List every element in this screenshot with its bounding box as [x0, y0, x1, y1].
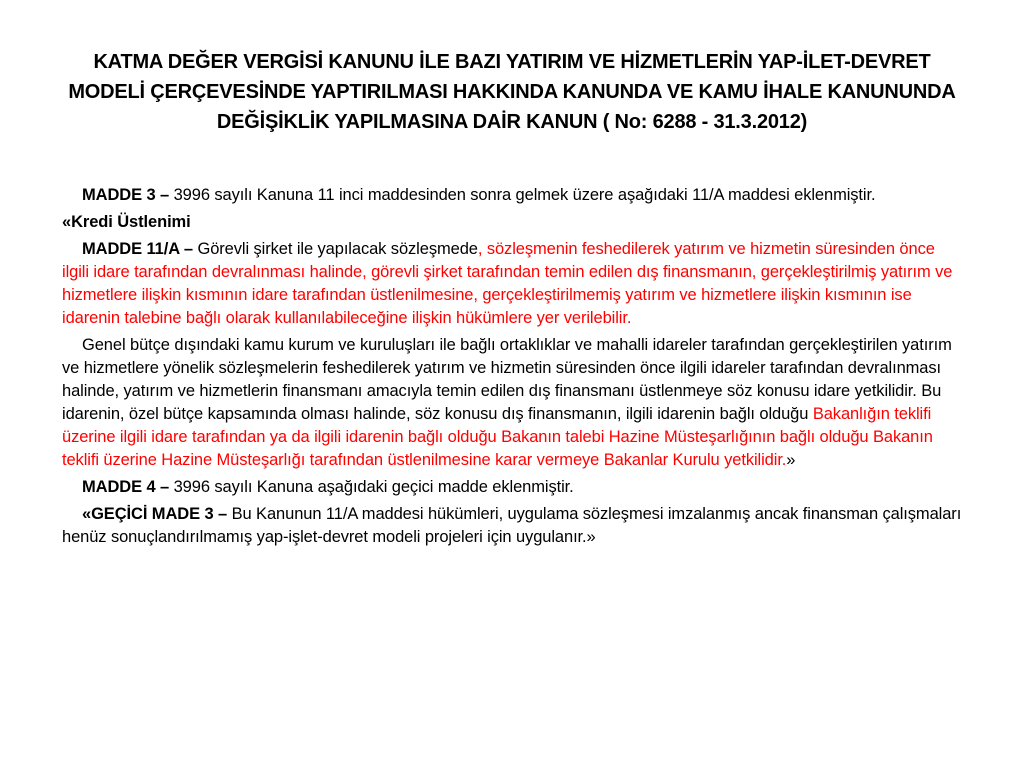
genel-butce-red-text: Bakanlığın teklifi üzerine ilgili idare tarafından ya da ilgili idarenin bağlı olduğu Bakanın talebi Hazine Müsteşarlığının bağlı olduğu Bakanın teklifi üzerine Hazine Müsteşarlığı tarafından üstlenilmesine karar vermeye Bakanlar Kurulu yetkilidir. — [62, 405, 933, 469]
madde-11a-label: MADDE 11/A – — [82, 240, 193, 258]
madde-11a-red-text: , sözleşmenin feshedilerek yatırım ve hizmetin süresinden önce ilgili idare tarafından devralınması halinde, görevli şirket tarafından temin edilen dış finansmanın, gerçekleştirilmiş yatırım ve hizmetlere ilişkin kısmının idare tarafından üstlenilmesine, gerçekleştirilmemiş yatırım ve hizmetlere ilişkin kısmının ise idarenin talebine bağlı olarak kullanılabileceğine ilişkin hükümlere yer verilebilir. — [62, 240, 953, 327]
kredi-ustlenimi-heading: «Kredi Üstlenimi — [62, 213, 191, 231]
genel-butce-end: » — [786, 451, 796, 469]
madde-11a-text: Görevli şirket ile yapılacak sözleşmede — [192, 240, 478, 258]
madde-4-label: MADDE 4 – — [82, 478, 170, 496]
paragraph-madde-11a — [62, 238, 962, 330]
paragraph-gecici-made-3 — [62, 503, 962, 549]
slide-title: KATMA DEĞER VERGİSİ KANUNU İLE BAZI YATIRIM VE HİZMETLERİN YAP-İLET-DEVRET MODELİ ÇERÇEVESİNDE YAPTIRILMASI HAKKINDA KANUNDA VE KAMU İHALE KANUNUNDA DEĞİŞİKLİK YAPILMASINA DAİR KANUN ( No: 6288 - 31.3.2012) — [68, 51, 956, 133]
paragraph-kredi-ustlenimi — [62, 211, 962, 234]
slide-body — [62, 184, 962, 549]
paragraph-genel-butce — [62, 334, 962, 472]
gecici-made-3-text: Bu Kanunun 11/A maddesi hükümleri, uygulama sözleşmesi imzalanmış ancak finansman çalışmaları henüz sonuçlandırılmamış yap-işlet-devret modeli projeleri için uygulanır.» — [62, 505, 962, 546]
gecici-made-3-label: «GEÇİCİ MADE 3 – — [82, 505, 228, 523]
madde-4-text: 3996 sayılı Kanuna aşağıdaki geçici madde eklenmiştir. — [169, 478, 574, 496]
madde-3-text: 3996 sayılı Kanuna 11 inci maddesinden sonra gelmek üzere aşağıdaki 11/A maddesi eklenmiştir. — [169, 186, 876, 204]
genel-butce-text: Genel bütçe dışındaki kamu kurum ve kuruluşları ile bağlı ortaklıklar ve mahalli idareler tarafından gerçekleştirilen yatırım ve hizmetlere yönelik sözleşmelerin feshedilerek yatırım ve hizmetin süresinden önce ilgili idareler tarafından devralınması halinde, yatırım ve hizmetlerin finansmanı amacıyla temin edilen dış finansmanı üstlenmeye söz konusu idare yetkilidir. Bu idarenin, özel bütçe kapsamında olması halinde, söz konusu dış finansmanın, ilgili idarenin bağlı olduğu — [62, 336, 952, 423]
paragraph-madde-4 — [62, 476, 962, 499]
paragraph-madde-3 — [62, 184, 962, 207]
madde-3-label: MADDE 3 – — [82, 186, 170, 204]
